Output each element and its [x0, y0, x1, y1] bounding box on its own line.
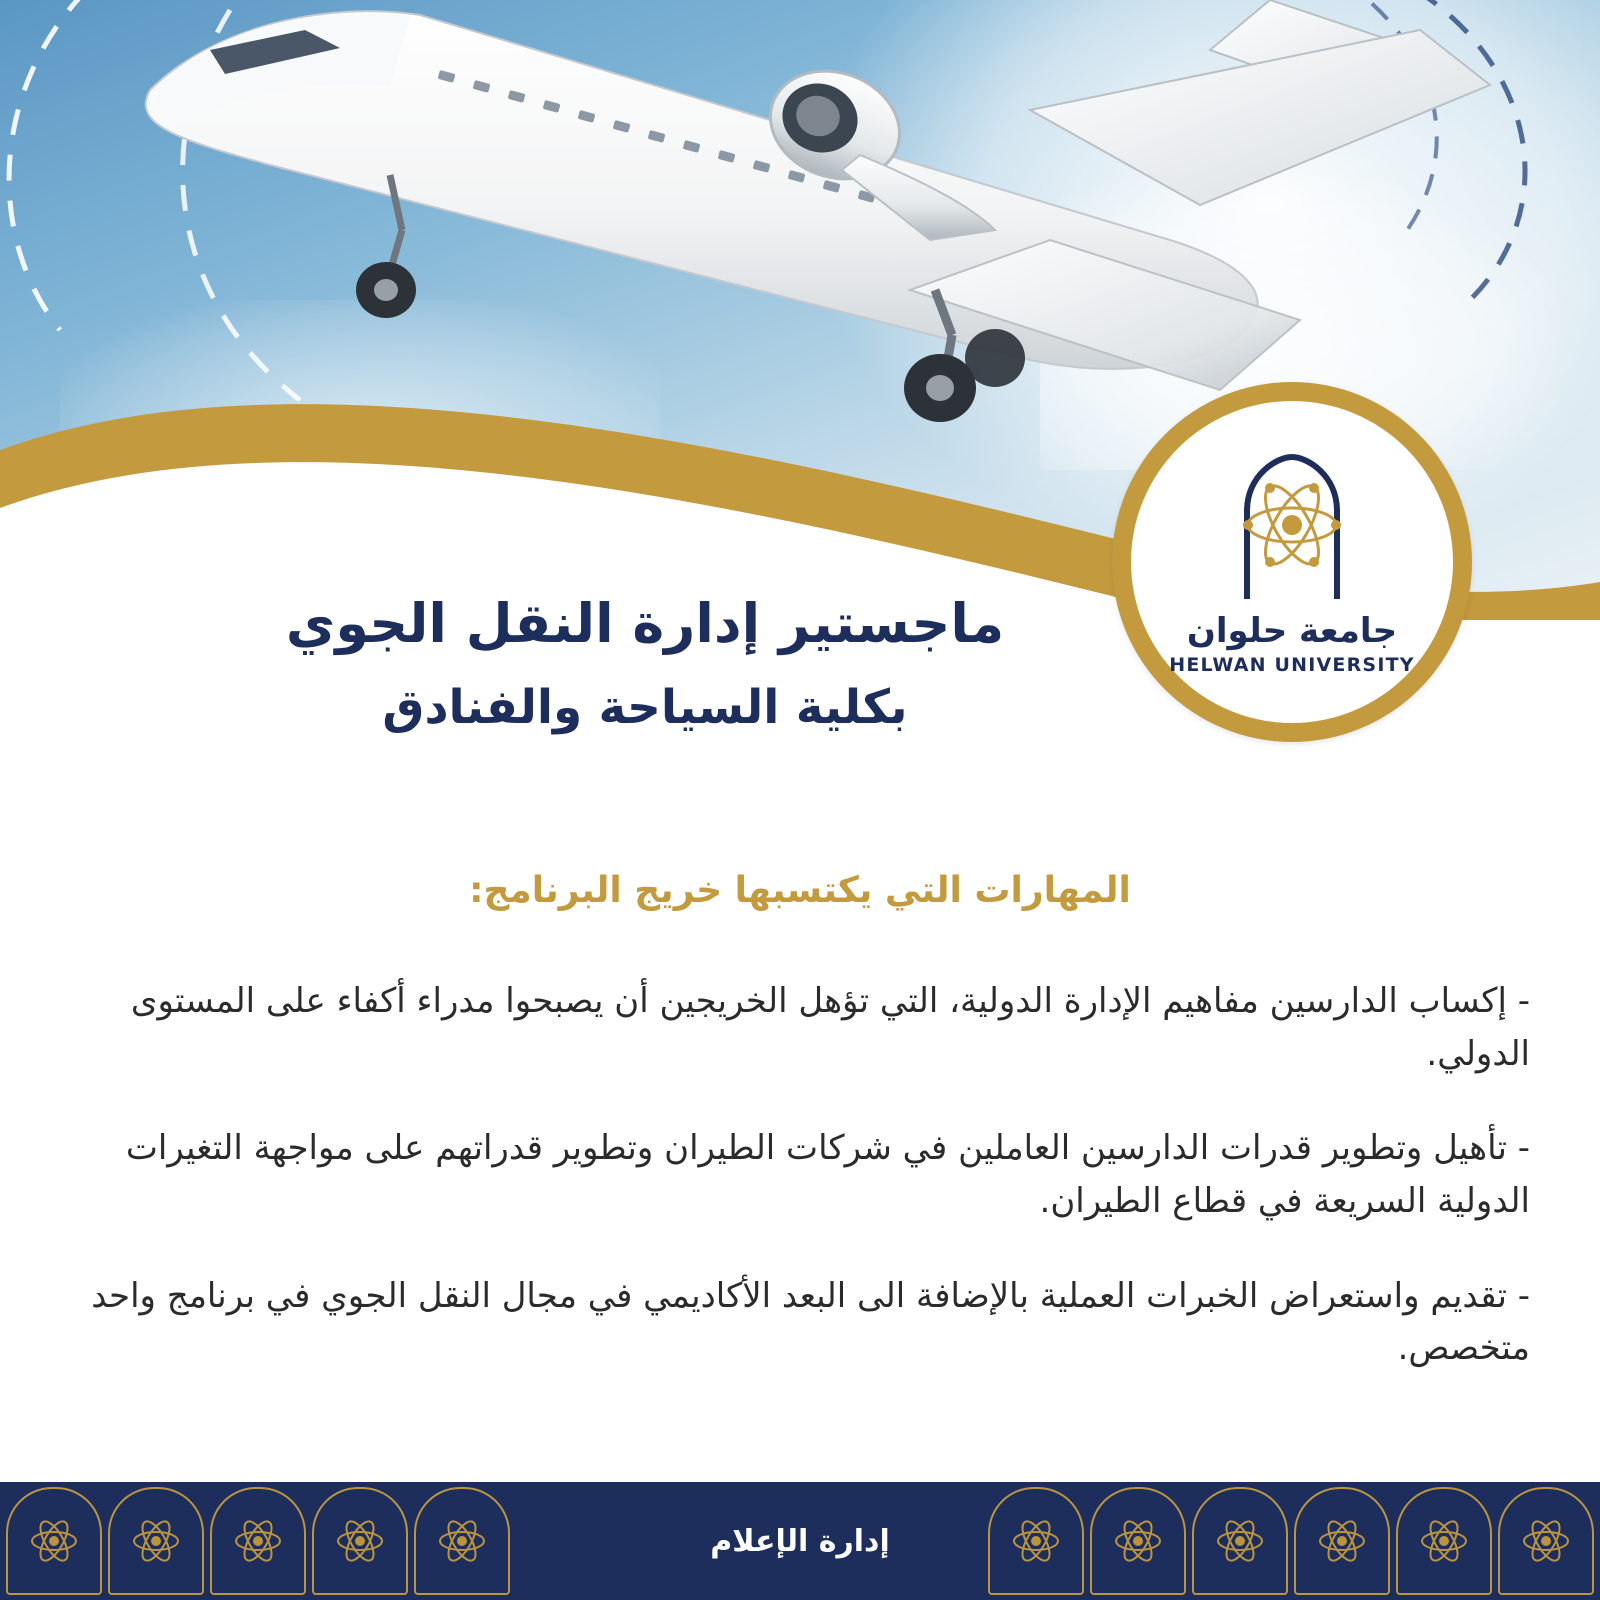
- university-logo-badge: [1112, 382, 1472, 742]
- logo-latin-name: HELWAN UNIVERSITY: [1169, 653, 1415, 676]
- page-title: ماجستير إدارة النقل الجوي: [285, 592, 1005, 655]
- atom-arch-icon: [1207, 449, 1377, 609]
- footer-label: إدارة الإعلام: [710, 1523, 890, 1559]
- logo-arabic-name: جامعة حلوان: [1186, 610, 1398, 651]
- logo-inner-circle: [1131, 401, 1453, 723]
- list-item: - تقديم واستعراض الخبرات العملية بالإضافة الى البعد الأكاديمي في مجال النقل الجوي في برنامج واحد متخصص.: [91, 1275, 1530, 1369]
- list-item: - إكساب الدارسين مفاهيم الإدارة الدولية، التي تؤهل الخريجين أن يصبحوا مدراء أكفاء على المستوى الدولي.: [130, 981, 1530, 1074]
- footer-bar: [0, 1482, 1600, 1600]
- title-block: [250, 588, 1040, 741]
- list-item: - تأهيل وتطوير قدرات الدارسين العاملين في شركات الطيران وتطوير قدراتهم على مواجهة التغيرات الدولية السريعة في قطاع الطيران.: [125, 1128, 1530, 1222]
- page-subtitle: بكلية السياحة والفنادق: [382, 679, 908, 735]
- skills-list: [70, 975, 1530, 1417]
- skills-heading: المهارات التي يكتسبها خريج البرنامج:: [469, 870, 1131, 911]
